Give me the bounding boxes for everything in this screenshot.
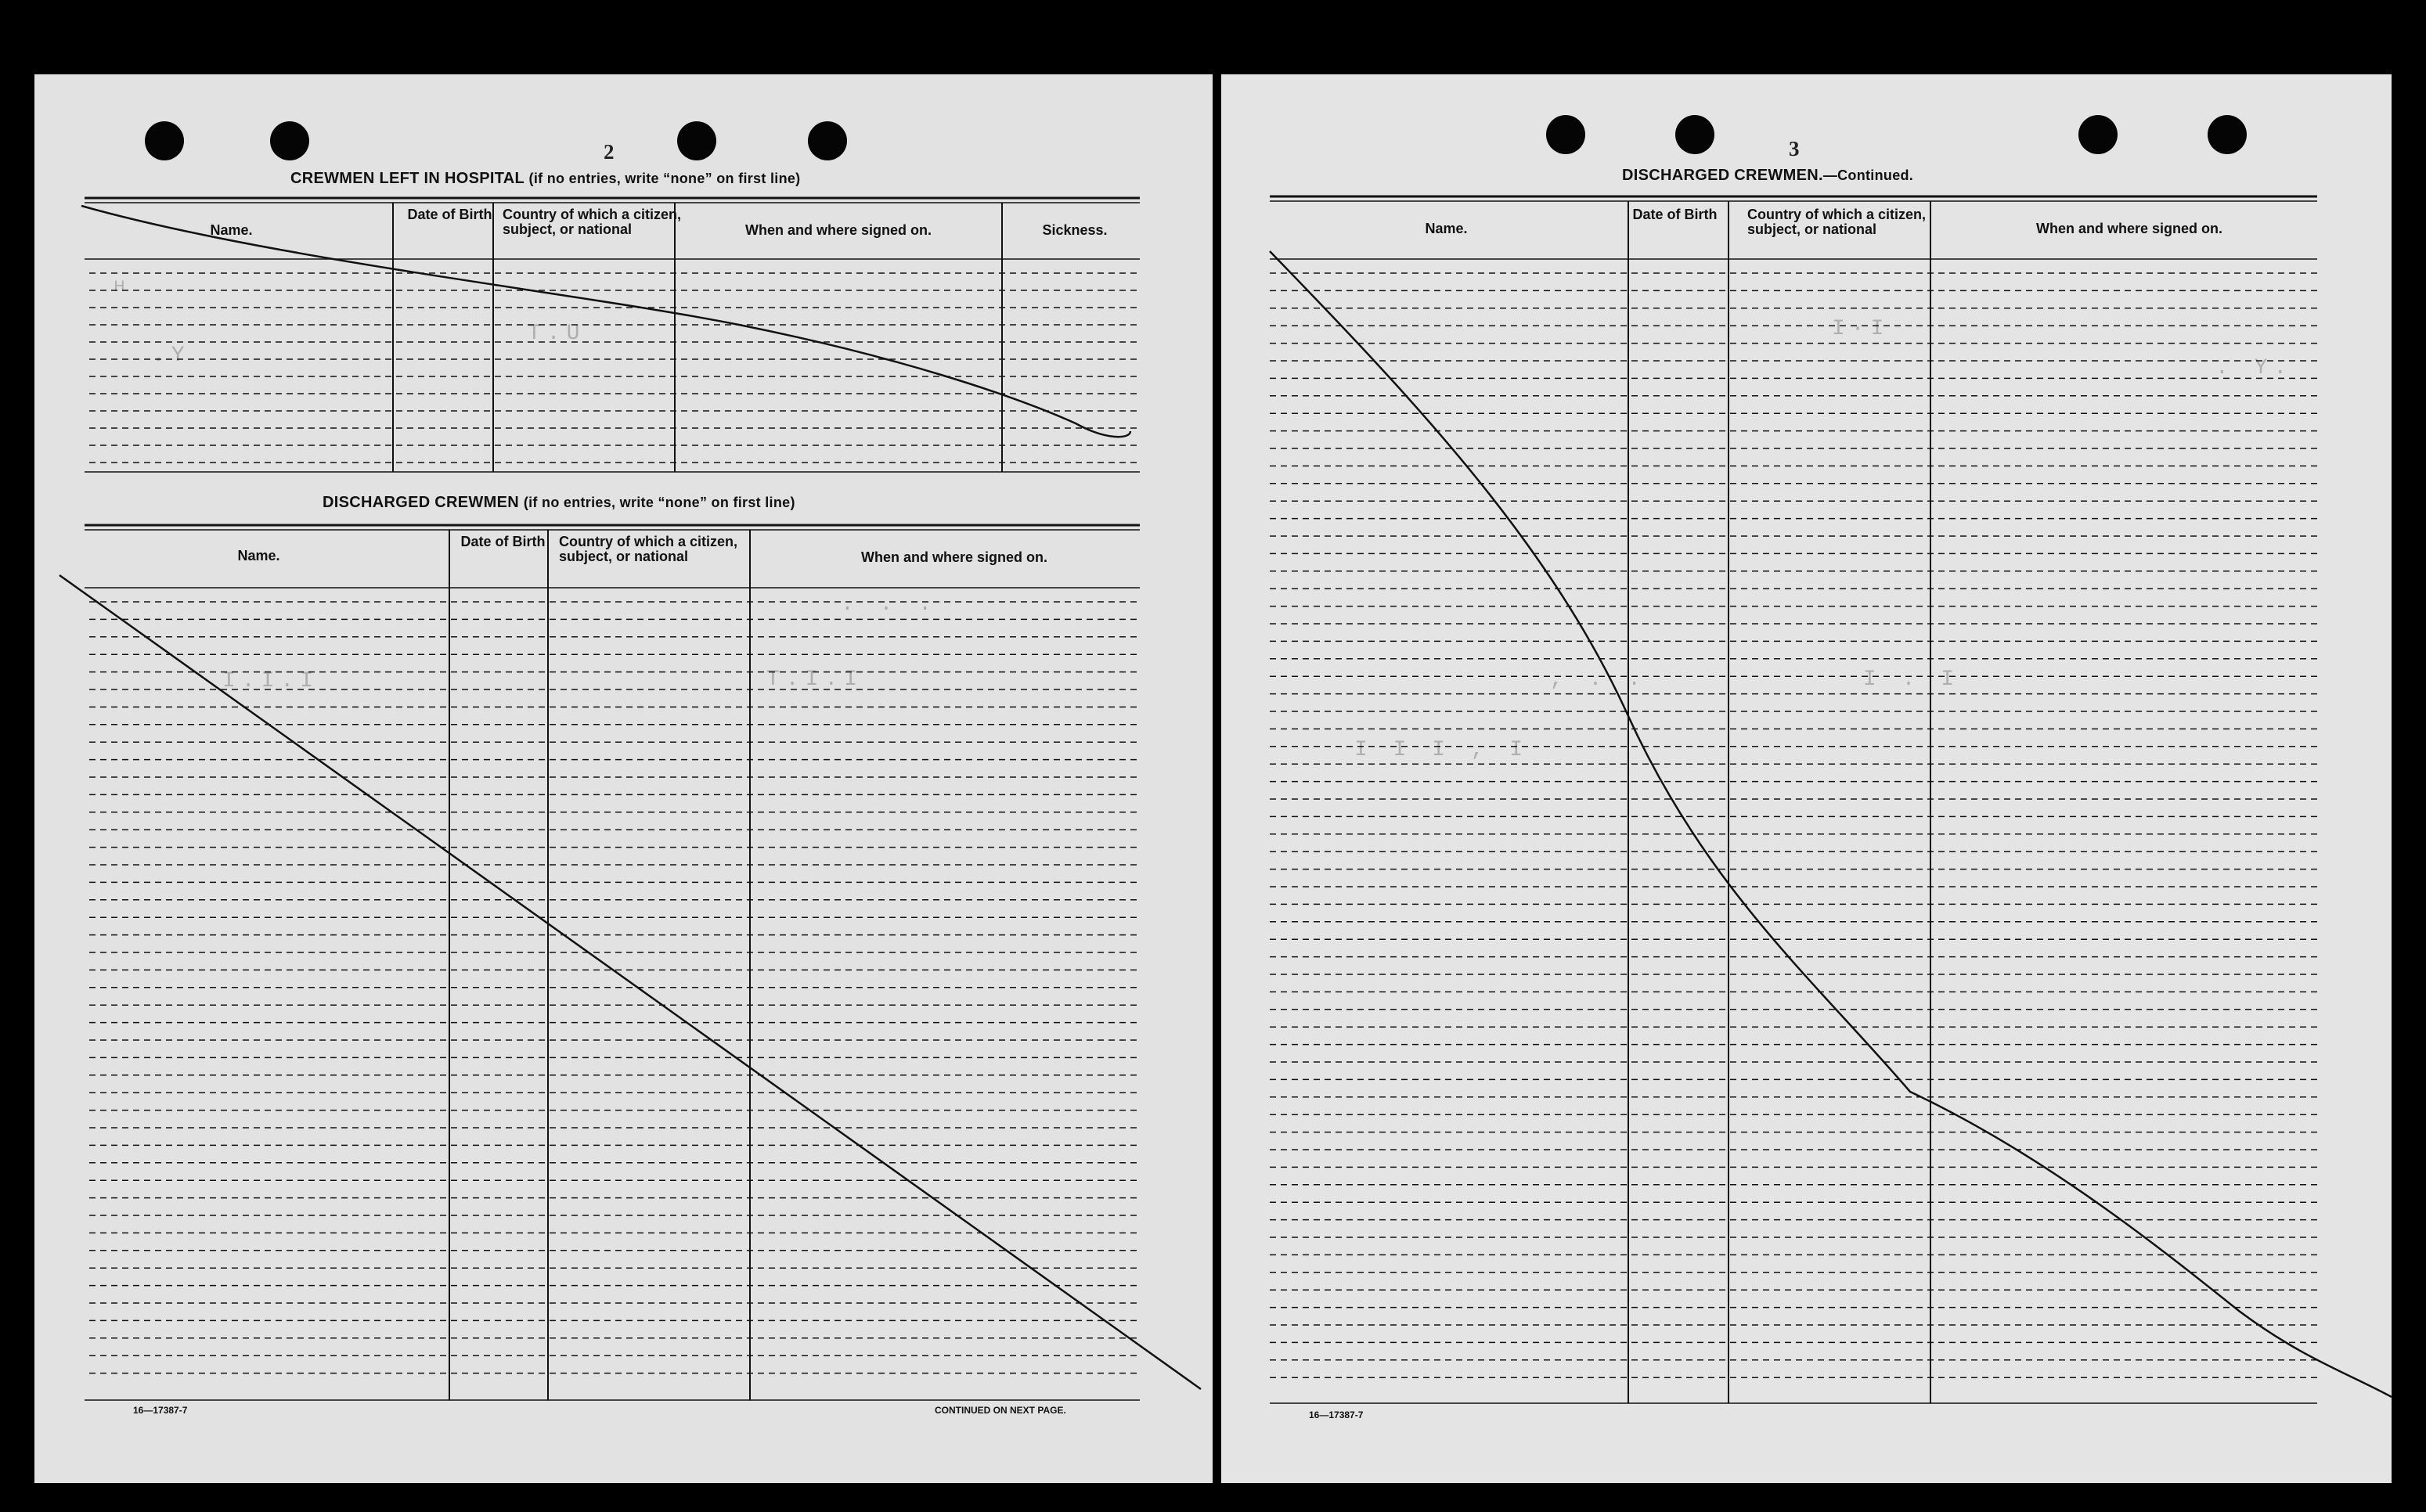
right-title-text: DISCHARGED CREWMEN. [1622, 167, 1823, 184]
faint-impression: T.U [528, 322, 586, 346]
continued-note: CONTINUED ON NEXT PAGE. [935, 1405, 1066, 1416]
right-title-suffix: —Continued. [1822, 167, 1914, 183]
faint-impression: I I I , I [1354, 738, 1530, 762]
faint-impression: . . . [841, 592, 939, 617]
faint-impression: I.I.I [222, 669, 320, 693]
discharged-col-country: Country of which a citizen, subject, or national [559, 534, 738, 564]
hospital-col-name: Name. [210, 222, 253, 238]
discharged-col-name: Name. [237, 548, 280, 563]
discharged-title-note: (if no entries, write “none” on first line) [523, 495, 795, 510]
cancel-stroke [1270, 251, 2392, 1397]
right-col-name: Name. [1425, 221, 1468, 236]
hospital-title-note: (if no entries, write “none” on first line) [528, 171, 801, 186]
right-page [1221, 74, 2392, 1483]
page-number: 3 [1789, 137, 1800, 160]
cancel-stroke [81, 206, 1130, 437]
right-col-country: Country of which a citizen, subject, or national [1747, 207, 1927, 237]
faint-impression: ᴴ [113, 279, 132, 304]
discharged-col-signed-on: When and where signed on. [860, 549, 1048, 565]
right-page-ruling [1221, 74, 2392, 1483]
hospital-col-sickness: Sickness. [1042, 222, 1108, 238]
faint-impression: I·I [1832, 317, 1891, 341]
hospital-col-country: Country of which a citizen, subject, or national [503, 207, 682, 237]
discharged-title-text: DISCHARGED CREWMEN [323, 494, 519, 511]
right-col-dob: Date of Birth [1632, 207, 1718, 222]
cancel-stroke [59, 575, 1201, 1389]
right-col-signed-on: When and where signed on. [2035, 221, 2223, 236]
discharged-col-dob: Date of Birth [460, 534, 546, 549]
faint-impression: T.I.I [766, 668, 864, 692]
page-number: 2 [604, 140, 615, 164]
hospital-title-text: CREWMEN LEFT IN HOSPITAL [290, 170, 524, 187]
faint-impression: , . . [1550, 668, 1648, 692]
left-page [34, 74, 1213, 1483]
faint-impression: .Y [152, 344, 191, 368]
faint-impression: I . I [1863, 668, 1961, 692]
hospital-col-signed-on: When and where signed on. [744, 222, 932, 238]
form-number: 16—17387-7 [1309, 1409, 1364, 1420]
faint-impression: . Y. [2215, 356, 2294, 380]
hospital-col-dob: Date of Birth [407, 207, 492, 222]
left-page-ruling [34, 74, 1213, 1483]
form-number: 16—17387-7 [133, 1405, 188, 1416]
